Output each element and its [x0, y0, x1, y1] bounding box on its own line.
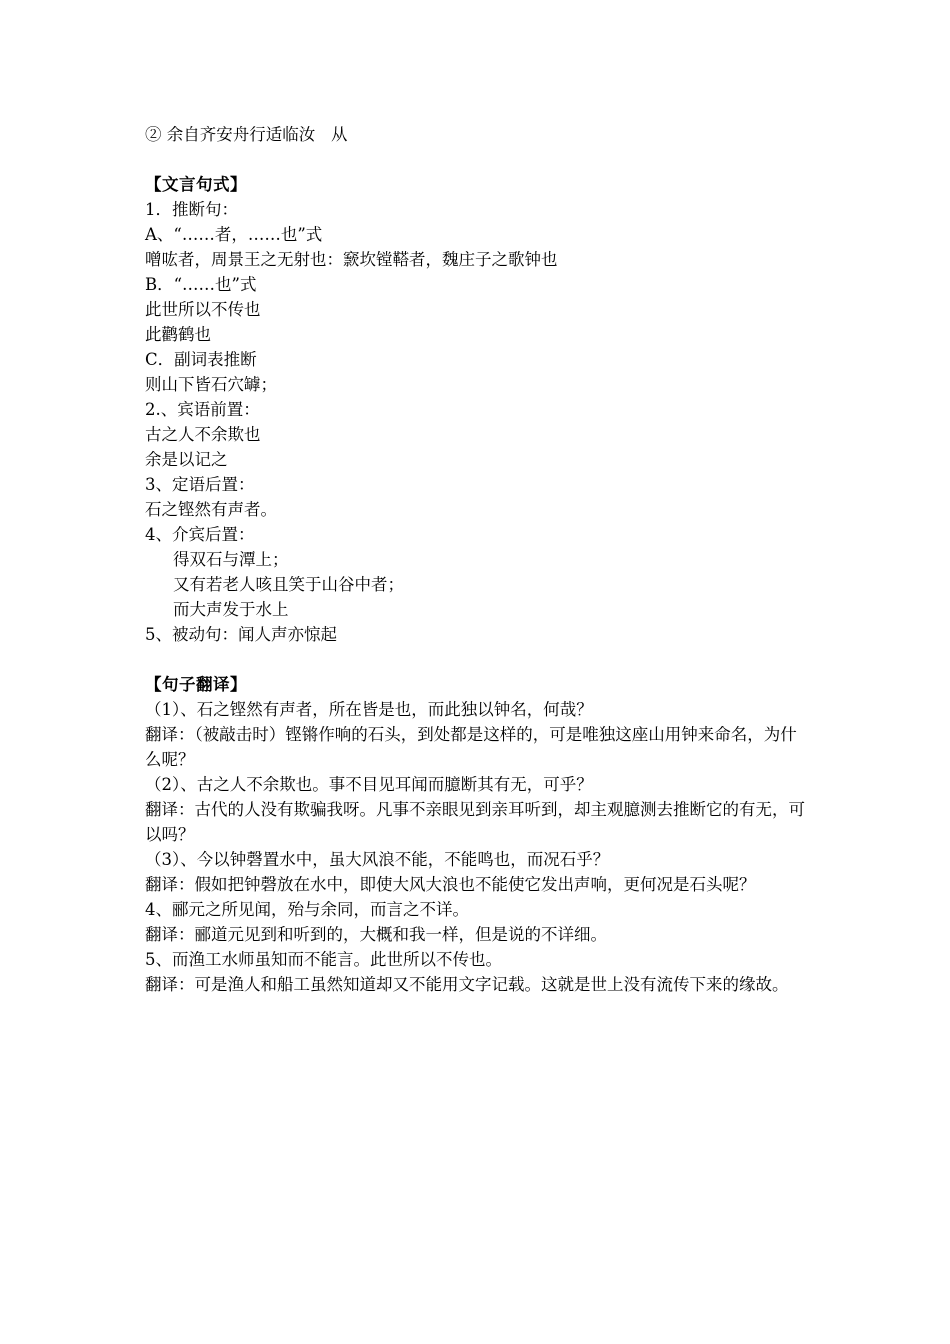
translation-item: （1）、石之铿然有声者，所在皆是也，而此独以钟名，何哉？	[145, 700, 593, 719]
text-line: 2.、宾语前置：	[145, 400, 260, 419]
spacer	[145, 147, 810, 172]
text-line-indented: 而大声发于水上	[173, 600, 289, 619]
translation-item: 翻译：假如把钟磬放在水中，即使大风大浪也不能使它发出声响，更何况是石头呢？	[145, 875, 756, 894]
text-line: 1．推断句：	[145, 200, 238, 219]
text-line: 4、介宾后置：	[145, 525, 255, 544]
translation-item: 5、而渔工水师虽知而不能言。此世所以不传也。	[145, 950, 502, 969]
translation-item: 4、郦元之所见闻，殆与余同，而言之不详。	[145, 900, 469, 919]
text-line: A、“……者，……也”式	[145, 225, 323, 244]
translation-item: 翻译：可是渔人和船工虽然知道却又不能用文字记载。这就是世上没有流传下来的缘故。	[145, 975, 789, 994]
text-line: C．副词表推断	[145, 350, 257, 369]
text-line: 5、被动句：闻人声亦惊起	[145, 625, 337, 644]
translation-item: 翻译：郦道元见到和听到的，大概和我一样，但是说的不详细。	[145, 925, 607, 944]
text-line: ② 余自齐安舟行适临汝 从	[145, 125, 348, 144]
text-line: 此世所以不传也	[145, 300, 261, 319]
text-line: B．“……也”式	[145, 275, 257, 294]
translation-item: 翻译：古代的人没有欺骗我呀。凡事不亲眼见到亲耳听到，却主观臆测去推断它的有无，可以吗？	[145, 800, 805, 844]
section-heading-wenyan: 【文言句式】	[145, 175, 247, 194]
text-line-indented: 又有若老人咳且笑于山谷中者；	[173, 575, 404, 594]
text-line: 3、定语后置：	[145, 475, 255, 494]
text-line: 则山下皆石穴罅；	[145, 375, 277, 394]
text-line: 噌吰者，周景王之无射也：窾坎镗鞳者，魏庄子之歌钟也	[145, 250, 558, 269]
section-heading-fanyi: 【句子翻译】	[145, 675, 247, 694]
translation-item: （2）、古之人不余欺也。事不目见耳闻而臆断其有无，可乎？	[145, 775, 593, 794]
text-line: 此鹳鹤也	[145, 325, 211, 344]
translation-item: （3）、今以钟磬置水中，虽大风浪不能，不能鸣也，而况石乎？	[145, 850, 610, 869]
text-line: 余是以记之	[145, 450, 228, 469]
document-body	[145, 122, 810, 997]
text-line-indented: 得双石与潭上；	[173, 550, 289, 569]
text-line: 石之铿然有声者。	[145, 500, 277, 519]
text-line: 古之人不余欺也	[145, 425, 261, 444]
spacer	[145, 647, 810, 672]
translation-item: 翻译：（被敲击时）铿锵作响的石头，到处都是这样的，可是唯独这座山用钟来命名，为什么呢？	[145, 725, 797, 769]
